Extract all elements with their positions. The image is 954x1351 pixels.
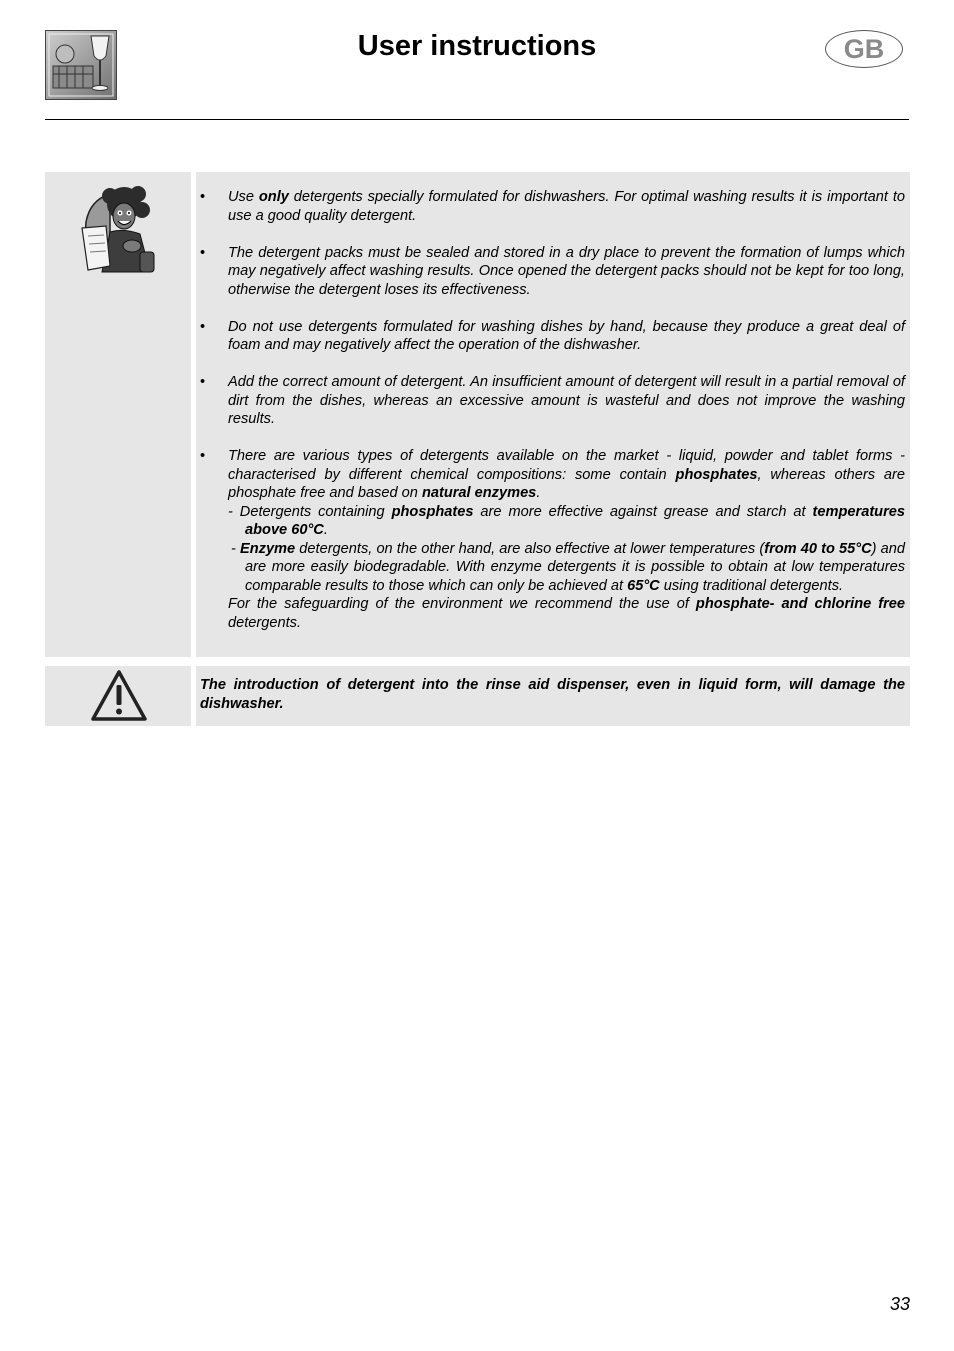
list-item: • Do not use detergents formulated for washing dishes by hand, because they produce a great deal of foam and may negatively affect the operation of the dishwasher. — [196, 318, 905, 355]
warning-text: The introduction of detergent into the rinse aid dispenser, even in liquid form, will damage the dishwasher. — [200, 677, 905, 712]
warning-panel — [196, 666, 910, 726]
list-item: • There are various types of detergents available on the market - liquid, powder and tablet forms - characterised by different chemical compositions: some contain phosphates, whereas others are phosphate free and based on natural enzymes. - Detergents containing phosphates are more effective against grease and starch at temperatures above 60°C. - Enzyme detergents, on the other hand, are also effective at lower temperatures (from 40 to 55°C) and are more easily biodegradable. With enzyme detergents it is possible to obtain at low temperatures comparable results to those which can only be achieved at 65°C using traditional detergents. For the safeguarding of the environment we recommend the use of phosphate- and chlorine free detergents. — [196, 447, 905, 632]
page-number: 33 — [889, 1294, 910, 1314]
phosphate-note: - Detergents containing phosphates are more effective against grease and starch at temperatures above 60°C. — [228, 503, 906, 538]
warning-triangle-icon — [90, 668, 148, 724]
header-divider — [45, 119, 909, 120]
enzyme-note: - Enzyme detergents, on the other hand, are also effective at lower temperatures (from 40 to 55°C) and are more easily biodegradable. With enzyme detergents it is possible to obtain at low temperatures comparable results to those which can only be achieved at 65°C using traditional detergents. — [231, 540, 905, 594]
list-item: • Add the correct amount of detergent. An insufficient amount of detergent will result in a partial removal of dirt from the dishes, whereas an excessive amount is wasteful and does not improve the washing results. — [196, 373, 905, 429]
mascot-woman-icon — [80, 182, 160, 277]
instructions-panel — [196, 172, 910, 657]
warning-icon-panel — [45, 666, 191, 726]
list-item: • The detergent packs must be sealed and stored in a dry place to prevent the formation of lumps which may negatively affect washing results. Once opened the detergent packs should not be kept for too long, otherwise the detergent loses its effectiveness. — [196, 244, 905, 300]
language-badge: GB — [825, 30, 903, 68]
instruction-list — [196, 188, 905, 632]
environment-recommendation: For the safeguarding of the environment we recommend the use of phosphate- and chlorine free detergents. — [228, 596, 905, 631]
list-item: • Use only detergents specially formulated for dishwashers. For optimal washing results it is important to use a good quality detergent. — [196, 188, 905, 225]
page-title: User instructions — [357, 30, 597, 62]
mascot-panel — [45, 172, 191, 657]
